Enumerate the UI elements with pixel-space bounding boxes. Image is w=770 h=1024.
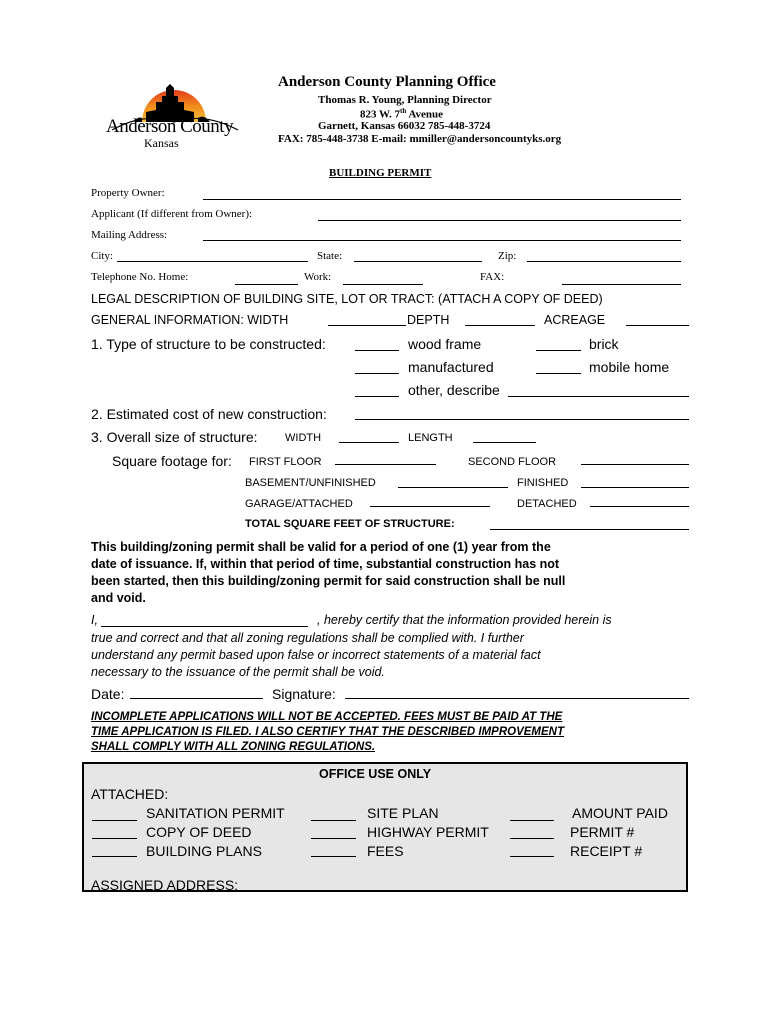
total-square-feet-field[interactable] <box>490 529 689 530</box>
copy-of-deed-field[interactable] <box>92 838 137 839</box>
brick-label: brick <box>589 336 619 352</box>
finished-label: FINISHED <box>517 477 569 489</box>
validity-line-4: and void. <box>91 591 146 605</box>
warning-line-2: TIME APPLICATION IS FILED. I ALSO CERTIFY THAT THE DESCRIBED IMPROVEMENT <box>91 726 565 738</box>
basement-label: BASEMENT/UNFINISHED <box>245 477 376 489</box>
certify-paragraph <box>91 630 691 681</box>
address-avenue: Avenue <box>406 108 444 121</box>
finished-field[interactable] <box>581 487 689 488</box>
assigned-address-label: ASSIGNED ADDRESS: <box>91 877 239 893</box>
site-plan-check-field[interactable] <box>311 820 356 821</box>
highway-permit-label: HIGHWAY PERMIT <box>367 824 489 840</box>
general-info-width-label: GENERAL INFORMATION: WIDTH <box>91 313 289 327</box>
estimated-cost-question: 2. Estimated cost of new construction: <box>91 406 327 422</box>
telephone-field[interactable] <box>235 284 298 285</box>
sanitation-permit-label: SANITATION PERMIT <box>146 805 285 821</box>
applicant-label: Applicant (If different from Owner): <box>91 208 253 220</box>
mailing-address-field[interactable] <box>203 240 681 241</box>
square-footage-label: Square footage for: <box>112 453 232 469</box>
receipt-number-label: RECEIPT # <box>570 843 643 859</box>
building-plans-label: BUILDING PLANS <box>146 843 262 859</box>
site-plan-label: SITE PLAN <box>367 805 439 821</box>
garage-attached-label: GARAGE/ATTACHED <box>245 498 353 510</box>
certify-line-2: true and correct and that all zoning regulations shall be complied with. I further <box>91 631 524 645</box>
warning-line-3: SHALL COMPLY WITH ALL ZONING REGULATIONS. <box>91 741 376 753</box>
zip-field[interactable] <box>527 261 681 262</box>
legal-description-label: LEGAL DESCRIPTION OF BUILDING SITE, LOT OR TRACT: (ATTACH A COPY OF DEED) <box>91 292 603 306</box>
office-name: Anderson County Planning Office <box>278 74 496 90</box>
signature-field[interactable] <box>345 698 689 699</box>
brick-field[interactable] <box>536 350 581 351</box>
fees-check-field[interactable] <box>311 856 356 857</box>
wood-frame-field[interactable] <box>355 350 399 351</box>
logo-text-main: Anderson County <box>106 116 234 137</box>
office-use-box <box>82 762 688 892</box>
total-square-feet-label: TOTAL SQUARE FEET OF STRUCTURE: <box>245 518 455 530</box>
copy-of-deed-label: COPY OF DEED <box>146 824 252 840</box>
city-phone-line: Garnett, Kansas 66032 785-448-3724 <box>318 120 491 132</box>
state-field[interactable] <box>354 261 482 262</box>
overall-size-question: 3. Overall size of structure: <box>91 429 258 445</box>
structure-type-question: 1. Type of structure to be constructed: <box>91 336 326 352</box>
city-label: City: <box>91 250 114 262</box>
signature-label: Signature: <box>272 686 336 702</box>
other-field[interactable] <box>355 396 399 397</box>
width-field[interactable] <box>328 325 406 326</box>
sanitation-permit-field[interactable] <box>92 820 137 821</box>
validity-line-1: This building/zoning permit shall be valid for a period of one (1) year from the <box>91 540 551 554</box>
acreage-label: ACREAGE <box>544 313 606 327</box>
certify-i: I, <box>91 613 98 627</box>
amount-paid-check-field[interactable] <box>510 820 554 821</box>
address-suffix: th <box>400 107 407 115</box>
building-plans-field[interactable] <box>92 856 137 857</box>
detached-field[interactable] <box>590 506 689 507</box>
applicant-field[interactable] <box>318 220 681 221</box>
second-floor-label: SECOND FLOOR <box>468 456 557 468</box>
garage-attached-field[interactable] <box>370 506 490 507</box>
attached-label: ATTACHED: <box>91 786 169 802</box>
certify-line-3: understand any permit based upon false or incorrect statements of a material fact <box>91 648 541 662</box>
warning-notice <box>91 710 691 755</box>
logo-text-sub: Kansas <box>144 136 179 150</box>
work-field[interactable] <box>343 284 423 285</box>
wood-frame-label: wood frame <box>408 336 482 352</box>
basement-field[interactable] <box>398 487 508 488</box>
property-owner-label: Property Owner: <box>91 187 165 199</box>
county-logo <box>104 72 244 154</box>
certify-name-field[interactable] <box>101 626 308 627</box>
size-length-field[interactable] <box>473 442 536 443</box>
mobile-home-label: mobile home <box>589 359 670 375</box>
office-use-title: OFFICE USE ONLY <box>319 767 432 781</box>
contact-line: FAX: 785-448-3738 E-mail: mmiller@andersoncountyks.org <box>278 133 562 145</box>
mailing-address-label: Mailing Address: <box>91 229 168 241</box>
receipt-number-check-field[interactable] <box>510 856 554 857</box>
size-width-field[interactable] <box>339 442 399 443</box>
address-line <box>360 107 443 121</box>
permit-number-label: PERMIT # <box>570 824 635 840</box>
second-floor-field[interactable] <box>581 464 689 465</box>
depth-label: DEPTH <box>407 313 450 327</box>
date-field[interactable] <box>130 698 263 699</box>
first-floor-label: FIRST FLOOR <box>249 456 322 468</box>
permit-number-check-field[interactable] <box>510 838 554 839</box>
fax-field[interactable] <box>562 284 681 285</box>
acreage-field[interactable] <box>626 325 689 326</box>
mobile-home-field[interactable] <box>536 373 581 374</box>
size-width-label: WIDTH <box>285 432 322 444</box>
certify-line-4: necessary to the issuance of the permit shall be void. <box>91 665 385 679</box>
address-street: 823 W. 7 <box>360 108 401 121</box>
manufactured-field[interactable] <box>355 373 399 374</box>
warning-line-1: INCOMPLETE APPLICATIONS WILL NOT BE ACCEPTED. FEES MUST BE PAID AT THE <box>91 711 563 723</box>
state-label: State: <box>317 250 343 262</box>
estimated-cost-field[interactable] <box>355 419 689 420</box>
amount-paid-label: AMOUNT PAID <box>572 805 668 821</box>
validity-line-3: been started, then this building/zoning permit for said construction shall be null <box>91 574 566 588</box>
depth-field[interactable] <box>465 325 535 326</box>
fax-label: FAX: <box>480 271 505 283</box>
telephone-label: Telephone No. Home: <box>91 271 189 283</box>
first-floor-field[interactable] <box>335 464 436 465</box>
highway-permit-check-field[interactable] <box>311 838 356 839</box>
other-describe-label: other, describe <box>408 382 500 398</box>
zip-label: Zip: <box>498 250 517 262</box>
validity-statement <box>91 539 691 607</box>
date-label: Date: <box>91 686 125 702</box>
property-owner-field[interactable] <box>203 199 681 200</box>
work-label: Work: <box>304 271 332 283</box>
detached-label: DETACHED <box>517 498 577 510</box>
city-field[interactable] <box>117 261 308 262</box>
director-line: Thomas R. Young, Planning Director <box>318 94 492 106</box>
form-title: BUILDING PERMIT <box>329 167 432 179</box>
validity-line-2: date of issuance. If, within that period of time, substantial construction has not <box>91 557 560 571</box>
other-describe-field[interactable] <box>508 396 689 397</box>
fees-label: FEES <box>367 843 404 859</box>
size-length-label: LENGTH <box>408 432 453 444</box>
certify-line-1: , hereby certify that the information provided herein is <box>317 613 612 627</box>
manufactured-label: manufactured <box>408 359 494 375</box>
